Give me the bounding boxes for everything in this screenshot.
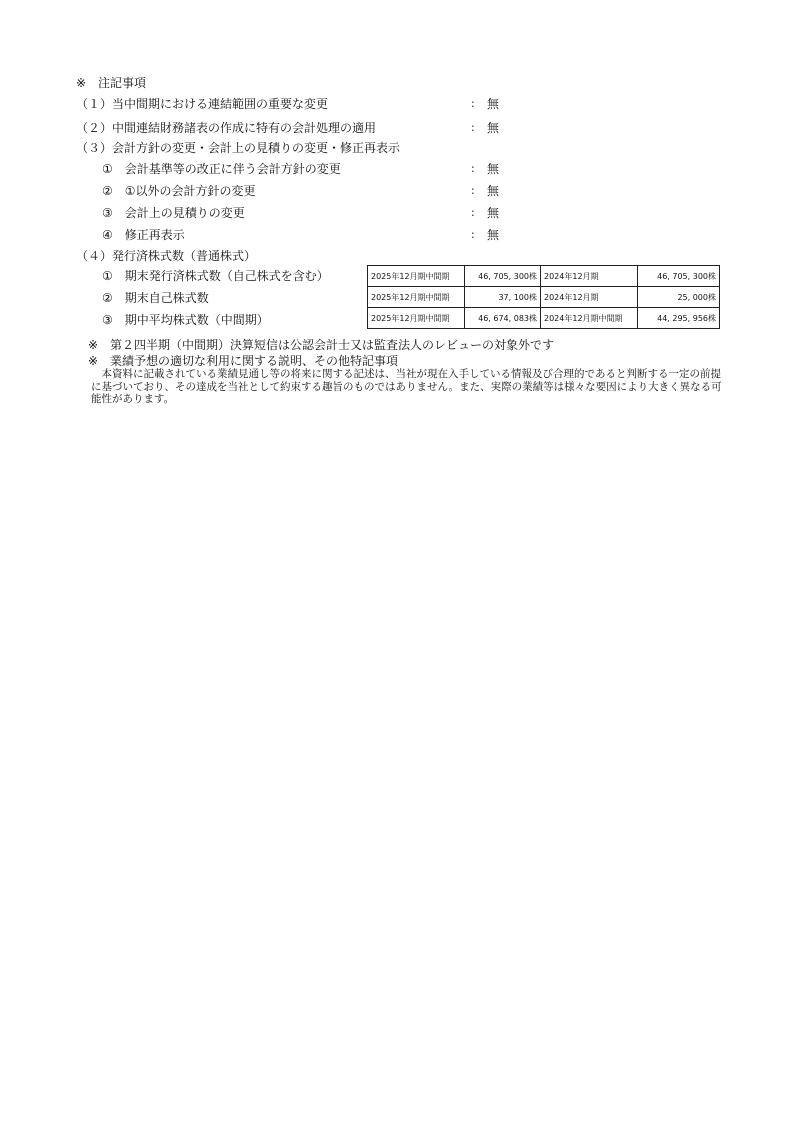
note-subitem-label: ① 会計基準等の改正に伴う会計方針の変更 xyxy=(102,162,341,176)
note-item-label: （１）当中間期における連結範囲の重要な変更 xyxy=(76,97,329,111)
table-cell-value: 37, 100株 xyxy=(465,287,541,308)
table-cell-value: 46, 674, 083株 xyxy=(465,308,541,329)
note-item-3: （３）会計方針の変更・会計上の見積りの変更・修正再表示 xyxy=(76,141,401,155)
table-cell-period: 2024年12月期 xyxy=(541,287,638,308)
note-subitem-colon: : xyxy=(471,228,475,241)
note-item-value: 無 xyxy=(487,97,500,111)
shares-row-label-2: ② 期末自己株式数 xyxy=(102,291,209,305)
table-cell-period: 2025年12月期中間期 xyxy=(368,308,465,329)
review-footnote: ※ 第２四半期（中間期）決算短信は公認会計士又は監査法人のレビューの対象外です xyxy=(88,338,555,352)
note-subitem-colon: : xyxy=(471,206,475,219)
shares-table xyxy=(367,265,720,329)
table-cell-value: 25, 000株 xyxy=(638,287,720,308)
forecast-paragraph: 本資料に記載されている業績見通し等の将来に関する記述は、当社が現在入手している情報及び合理的であると判断する一定の前提に基づいており、その達成を当社として約束する趣旨のものではありません。また、実際の業績等は様々な要因により大きく異なる可能性があります。 xyxy=(91,368,722,405)
forecast-heading: ※ 業績予想の適切な利用に関する説明、その他特記事項 xyxy=(88,354,399,368)
note-subitem-value: 無 xyxy=(487,206,500,220)
note-subitem-label: ② ①以外の会計方針の変更 xyxy=(102,184,256,198)
note-subitem-value: 無 xyxy=(487,184,500,198)
shares-row-label-1: ① 期末発行済株式数（自己株式を含む） xyxy=(102,269,329,283)
table-cell-period: 2024年12月期中間期 xyxy=(541,308,638,329)
table-cell-value: 46, 705, 300株 xyxy=(638,266,720,287)
table-cell-value: 44, 295, 956株 xyxy=(638,308,720,329)
note-subitem-value: 無 xyxy=(487,162,500,176)
shares-row-label-3: ③ 期中平均株式数（中間期） xyxy=(102,313,269,327)
table-cell-period: 2024年12月期 xyxy=(541,266,638,287)
note-item-colon: : xyxy=(471,97,475,110)
table-cell-period: 2025年12月期中間期 xyxy=(368,287,465,308)
table-cell-period: 2025年12月期中間期 xyxy=(368,266,465,287)
note-item-label: （２）中間連結財務諸表の作成に特有の会計処理の適用 xyxy=(76,121,377,135)
notes-heading: ※ 注記事項 xyxy=(76,76,147,90)
note-subitem-colon: : xyxy=(471,162,475,175)
table-row xyxy=(368,287,720,308)
note-subitem-colon: : xyxy=(471,184,475,197)
note-item-value: 無 xyxy=(487,121,500,135)
shares-heading: （４）発行済株式数（普通株式） xyxy=(76,249,257,263)
note-subitem-label: ③ 会計上の見積りの変更 xyxy=(102,206,245,220)
table-row xyxy=(368,266,720,287)
table-row xyxy=(368,308,720,329)
table-cell-value: 46, 705, 300株 xyxy=(465,266,541,287)
note-item-colon: : xyxy=(471,121,475,134)
note-subitem-label: ④ 修正再表示 xyxy=(102,228,185,242)
note-subitem-value: 無 xyxy=(487,228,500,242)
